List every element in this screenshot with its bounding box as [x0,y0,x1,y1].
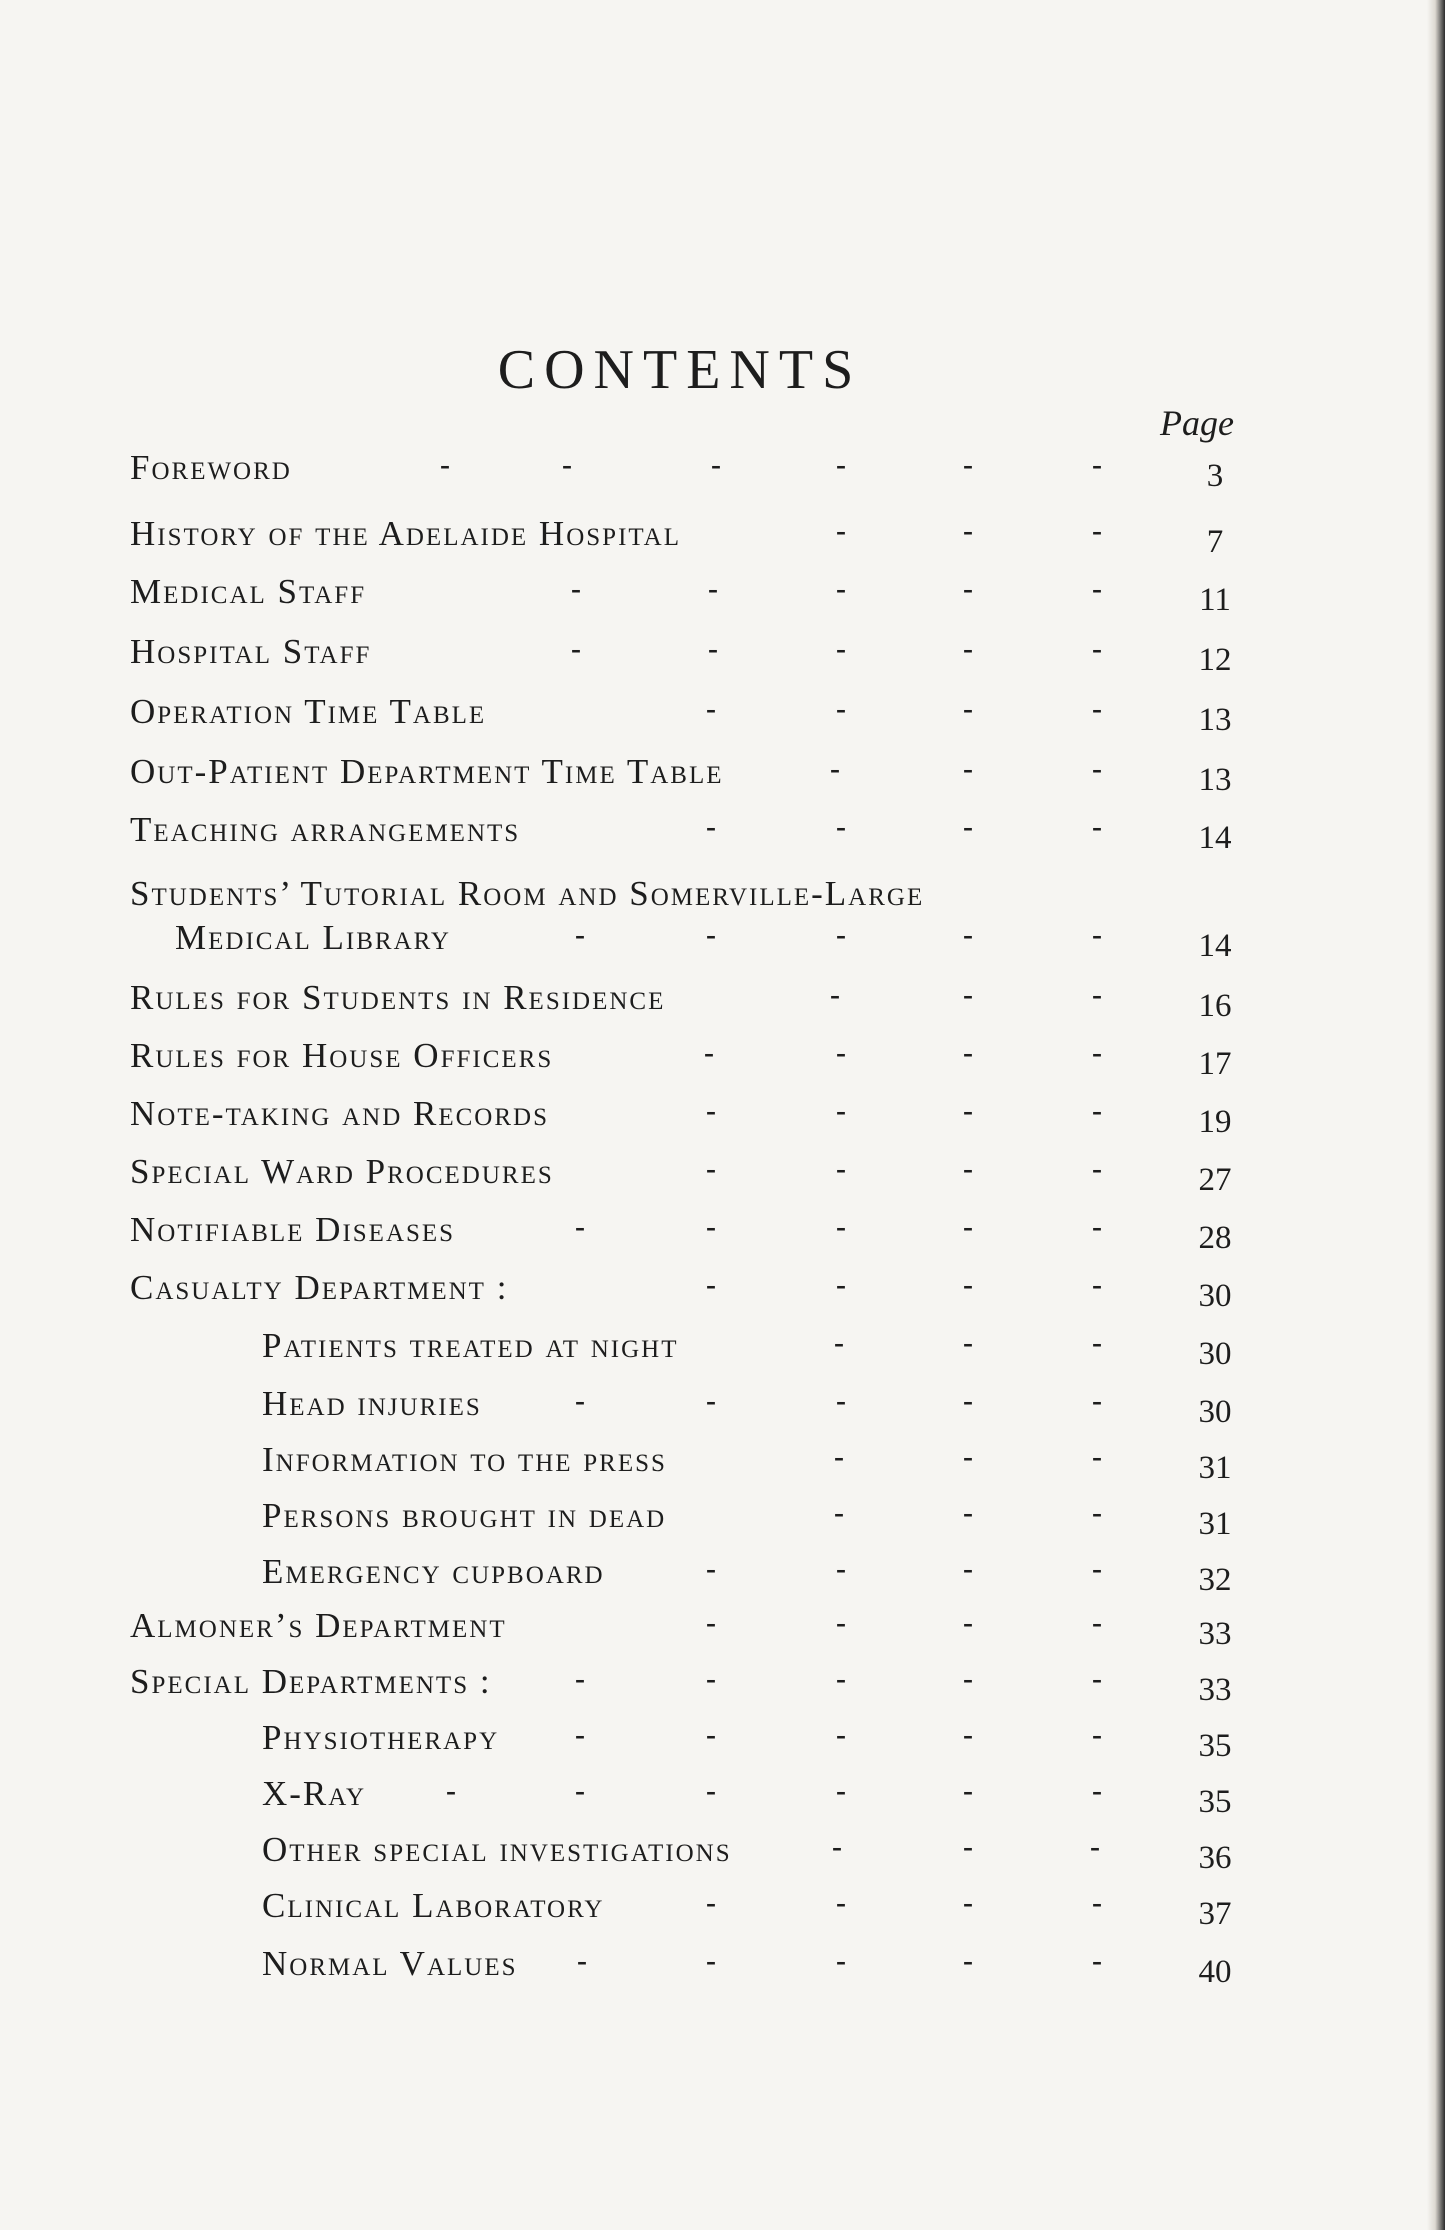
toc-entry[interactable] [0,1036,1445,1086]
page-number: 31 [1198,1450,1232,1486]
leader-dash: - [1092,572,1102,605]
leader-dash: - [1092,1152,1102,1185]
toc-entry[interactable] [0,1384,1445,1434]
toc-entry-label: Patients treated at night [262,1326,679,1365]
leader-dash: - [1092,1662,1102,1695]
leader-dash: - [1092,810,1102,843]
leader-dash: - [836,810,846,843]
leader-dash: - [706,1774,716,1807]
toc-entry-label: Hospital Staff [130,632,372,671]
toc-entry-label: Almoner’s Department [130,1606,507,1645]
toc-entry[interactable] [0,1886,1445,1936]
toc-entry-label: Other special investigations [262,1830,732,1869]
toc-entry[interactable] [0,1326,1445,1376]
leader-dash: - [571,572,581,605]
leader-dash: - [963,978,973,1011]
toc-entry[interactable] [0,1718,1445,1768]
leader-dash: - [1092,978,1102,1011]
page-number: 30 [1198,1336,1232,1372]
page-number: 13 [1198,702,1232,738]
leader-dash: - [836,1094,846,1127]
page-number: 35 [1198,1728,1232,1764]
leader-dash: - [1092,1036,1102,1069]
page-number: 35 [1198,1784,1232,1820]
leader-dash: - [963,1440,973,1473]
leader-dash: - [1090,1830,1100,1863]
leader-dash: - [836,1944,846,1977]
toc-entry-label: Rules for Students in Residence [130,978,666,1017]
leader-dash: - [706,1606,716,1639]
toc-entry[interactable] [0,978,1445,1028]
page-number: 33 [1198,1616,1232,1652]
toc-entry-label: Head injuries [262,1384,482,1423]
leader-dash: - [1092,1552,1102,1585]
leader-dash: - [836,918,846,951]
toc-entry[interactable] [0,1606,1445,1656]
toc-entry[interactable] [0,632,1445,682]
leader-dash: - [1092,1268,1102,1301]
leader-dash: - [836,1662,846,1695]
leader-dash: - [963,1496,973,1529]
leader-dash: - [1092,448,1102,481]
toc-entry[interactable] [0,810,1445,860]
leader-dash: - [963,1606,973,1639]
leader-dash: - [836,632,846,665]
leader-dash: - [963,1774,973,1807]
leader-dash: - [963,1718,973,1751]
page-column-heading: Page [1160,403,1234,443]
leader-dash: - [834,1326,844,1359]
leader-dash: - [963,514,973,547]
leader-dash: - [706,1268,716,1301]
leader-dash: - [711,448,721,481]
leader-dash: - [963,1662,973,1695]
leader-dash: - [963,632,973,665]
leader-dash: - [1092,632,1102,665]
leader-dash: - [963,810,973,843]
leader-dash: - [963,572,973,605]
leader-dash: - [836,1552,846,1585]
toc-entry-label: Teaching arrangements [130,810,521,849]
leader-dash: - [836,1384,846,1417]
toc-entry-label: Emergency cupboard [262,1552,605,1591]
leader-dash: - [836,514,846,547]
leader-dash: - [963,1326,973,1359]
toc-entry[interactable] [0,448,1445,498]
toc-entry[interactable] [0,752,1445,802]
leader-dash: - [706,1944,716,1977]
toc-entry-label: X-Ray [262,1774,367,1813]
leader-dash: - [706,1662,716,1695]
toc-entry[interactable] [0,692,1445,742]
leader-dash: - [1092,1718,1102,1751]
leader-dash: - [706,1552,716,1585]
toc-entry-label: Students’ Tutorial Room and Somerville-Large [130,874,925,913]
leader-dash: - [963,1830,973,1863]
toc-entry-label: Information to the press [262,1440,667,1479]
toc-entry[interactable] [0,1094,1445,1144]
leader-dash: - [836,1036,846,1069]
toc-entry[interactable] [0,1662,1445,1712]
toc-entry-label: Physiotherapy [262,1718,500,1757]
toc-entry[interactable] [0,1152,1445,1202]
leader-dash: - [1092,692,1102,725]
toc-entry-label: Clinical Laboratory [262,1886,605,1925]
leader-dash: - [571,632,581,665]
leader-dash: - [1092,1384,1102,1417]
leader-dash: - [836,1152,846,1185]
leader-dash: - [836,1886,846,1919]
leader-dash: - [836,1718,846,1751]
toc-entry-label: Special Ward Procedures [130,1152,554,1191]
leader-dash: - [575,1210,585,1243]
leader-dash: - [575,1384,585,1417]
page-number: 30 [1198,1278,1232,1314]
toc-entry[interactable] [0,572,1445,622]
toc-entry[interactable] [0,918,1445,968]
leader-dash: - [706,1384,716,1417]
leader-dash: - [1092,918,1102,951]
leader-dash: - [706,1886,716,1919]
leader-dash: - [963,1152,973,1185]
leader-dash: - [1092,1944,1102,1977]
toc-entry[interactable] [0,1496,1445,1546]
leader-dash: - [575,1718,585,1751]
leader-dash: - [830,978,840,1011]
toc-entry-label: Normal Values [262,1944,518,1983]
toc-entry-label: Persons brought in dead [262,1496,667,1535]
leader-dash: - [706,1152,716,1185]
leader-dash: - [704,1036,714,1069]
leader-dash: - [836,1210,846,1243]
toc-entry-label: Medical Library [175,918,451,957]
toc-entry[interactable] [0,1268,1445,1318]
leader-dash: - [706,1094,716,1127]
toc-entry[interactable] [0,874,1445,924]
leader-dash: - [1092,752,1102,785]
leader-dash: - [446,1774,456,1807]
leader-dash: - [1092,1440,1102,1473]
toc-entry-label: Medical Staff [130,572,367,611]
leader-dash: - [963,1210,973,1243]
page-number: 11 [1199,582,1231,618]
page-number: 32 [1198,1562,1232,1598]
page-number: 37 [1198,1896,1232,1932]
leader-dash: - [1092,1886,1102,1919]
page-number: 30 [1198,1394,1232,1430]
leader-dash: - [963,692,973,725]
leader-dash: - [963,448,973,481]
toc-entry[interactable] [0,1552,1445,1602]
toc-entry-label: Special Departments : [130,1662,492,1701]
leader-dash: - [1092,1210,1102,1243]
page-number: 19 [1198,1104,1232,1140]
leader-dash: - [706,692,716,725]
leader-dash: - [836,572,846,605]
leader-dash: - [706,1718,716,1751]
page-number: 13 [1198,762,1232,798]
leader-dash: - [832,1830,842,1863]
page-number: 28 [1198,1220,1232,1256]
leader-dash: - [963,1886,973,1919]
toc-entry[interactable] [0,1440,1445,1490]
leader-dash: - [834,1496,844,1529]
leader-dash: - [963,1036,973,1069]
leader-dash: - [836,1774,846,1807]
leader-dash: - [575,1774,585,1807]
leader-dash: - [834,1440,844,1473]
leader-dash: - [1092,514,1102,547]
page-number: 16 [1198,988,1232,1024]
leader-dash: - [1092,1606,1102,1639]
leader-dash: - [706,810,716,843]
toc-entry[interactable] [0,1830,1445,1880]
toc-entry-label: Note-taking and Records [130,1094,549,1133]
page-number: 40 [1198,1954,1232,1990]
leader-dash: - [575,918,585,951]
leader-dash: - [963,1094,973,1127]
page-number: 14 [1198,820,1232,856]
page-number: 31 [1198,1506,1232,1542]
leader-dash: - [963,752,973,785]
leader-dash: - [1092,1094,1102,1127]
leader-dash: - [706,1210,716,1243]
toc-entry[interactable] [0,1774,1445,1824]
leader-dash: - [963,1384,973,1417]
leader-dash: - [575,1662,585,1695]
leader-dash: - [963,1944,973,1977]
toc-entry-label: Operation Time Table [130,692,487,731]
leader-dash: - [836,692,846,725]
page-number: 7 [1206,524,1224,560]
leader-dash: - [836,1606,846,1639]
leader-dash: - [577,1944,587,1977]
page-title: CONTENTS [497,338,863,401]
leader-dash: - [836,448,846,481]
leader-dash: - [562,448,572,481]
leader-dash: - [1092,1774,1102,1807]
page-number: 36 [1198,1840,1232,1876]
page-number: 12 [1198,642,1232,678]
page-number: 33 [1198,1672,1232,1708]
toc-entry[interactable] [0,1944,1445,1994]
leader-dash: - [963,1268,973,1301]
page-number: 27 [1198,1162,1232,1198]
toc-entry-label: Casualty Department : [130,1268,509,1307]
leader-dash: - [963,918,973,951]
leader-dash: - [440,448,450,481]
toc-entry[interactable] [0,1210,1445,1260]
page-number: 17 [1198,1046,1232,1082]
leader-dash: - [836,1268,846,1301]
page-number: 14 [1198,928,1232,964]
toc-entry-label: History of the Adelaide Hospital [130,514,681,553]
leader-dash: - [963,1552,973,1585]
toc-entry-label: Out-Patient Department Time Table [130,752,724,791]
leader-dash: - [1092,1326,1102,1359]
leader-dash: - [708,632,718,665]
leader-dash: - [830,752,840,785]
toc-entry-label: Notifiable Diseases [130,1210,456,1249]
toc-entry[interactable] [0,514,1445,564]
toc-entry-label: Rules for House Officers [130,1036,554,1075]
page-number: 3 [1206,458,1224,494]
toc-entry-label: Foreword [130,448,292,487]
leader-dash: - [708,572,718,605]
leader-dash: - [1092,1496,1102,1529]
leader-dash: - [706,918,716,951]
